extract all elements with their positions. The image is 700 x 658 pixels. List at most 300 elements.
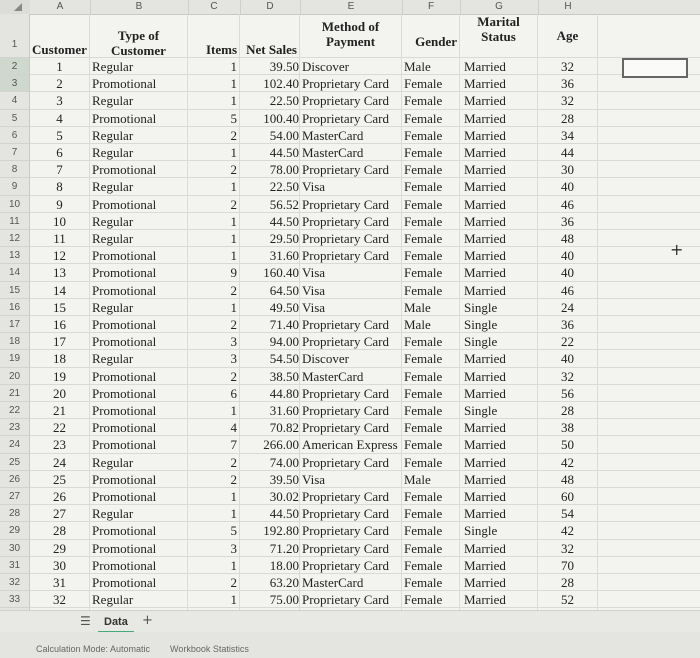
type-cell[interactable]: Promotional — [90, 574, 188, 590]
marital-status-cell[interactable]: Single — [460, 316, 538, 332]
customer-cell[interactable]: 30 — [30, 557, 90, 573]
row-header[interactable]: 24 — [0, 436, 30, 453]
row-header[interactable]: 10 — [0, 196, 30, 213]
type-cell[interactable]: Promotional — [90, 333, 188, 349]
select-all-corner[interactable] — [0, 0, 30, 14]
row-header[interactable]: 21 — [0, 385, 30, 402]
age-cell[interactable]: 34 — [538, 127, 598, 143]
marital-status-cell[interactable]: Married — [460, 196, 538, 212]
customer-cell[interactable]: 19 — [30, 368, 90, 384]
gender-cell[interactable]: Female — [402, 454, 460, 470]
age-cell[interactable]: 48 — [538, 471, 598, 487]
marital-status-cell[interactable]: Married — [460, 92, 538, 108]
items-cell[interactable]: 5 — [188, 522, 240, 538]
marital-status-cell[interactable]: Married — [460, 127, 538, 143]
marital-status-cell[interactable]: Married — [460, 540, 538, 556]
type-cell[interactable]: Regular — [90, 505, 188, 521]
gender-cell[interactable]: Female — [402, 385, 460, 401]
gender-cell[interactable]: Female — [402, 368, 460, 384]
payment-method-cell[interactable]: Proprietary Card — [300, 247, 402, 263]
customer-cell[interactable]: 5 — [30, 127, 90, 143]
marital-status-cell[interactable]: Married — [460, 247, 538, 263]
payment-method-cell[interactable]: Proprietary Card — [300, 591, 402, 607]
row-header[interactable]: 25 — [0, 454, 30, 471]
type-cell[interactable]: Regular — [90, 591, 188, 607]
marital-status-cell[interactable]: Married — [460, 282, 538, 298]
header-type-of-customer[interactable] — [90, 14, 188, 57]
items-cell[interactable]: 1 — [188, 213, 240, 229]
payment-method-cell[interactable]: MasterCard — [300, 127, 402, 143]
age-cell[interactable]: 42 — [538, 454, 598, 470]
marital-status-cell[interactable]: Single — [460, 522, 538, 538]
age-cell[interactable]: 40 — [538, 264, 598, 280]
row-header[interactable]: 13 — [0, 247, 30, 264]
customer-cell[interactable]: 2 — [30, 75, 90, 91]
gender-cell[interactable]: Female — [402, 196, 460, 212]
customer-cell[interactable]: 26 — [30, 488, 90, 504]
marital-status-cell[interactable]: Married — [460, 230, 538, 246]
marital-status-cell[interactable]: Married — [460, 419, 538, 435]
payment-method-cell[interactable]: Proprietary Card — [300, 316, 402, 332]
gender-cell[interactable]: Female — [402, 110, 460, 126]
marital-status-cell[interactable]: Married — [460, 471, 538, 487]
customer-cell[interactable]: 21 — [30, 402, 90, 418]
customer-cell[interactable]: 29 — [30, 540, 90, 556]
net-sales-cell[interactable]: 22.50 — [240, 92, 300, 108]
marital-status-cell[interactable]: Married — [460, 368, 538, 384]
age-cell[interactable]: 22 — [538, 333, 598, 349]
customer-cell[interactable]: 4 — [30, 110, 90, 126]
age-cell[interactable]: 38 — [538, 419, 598, 435]
gender-cell[interactable]: Female — [402, 402, 460, 418]
type-cell[interactable]: Promotional — [90, 282, 188, 298]
payment-method-cell[interactable]: Proprietary Card — [300, 110, 402, 126]
items-cell[interactable]: 2 — [188, 454, 240, 470]
gender-cell[interactable]: Female — [402, 333, 460, 349]
marital-status-cell[interactable]: Married — [460, 264, 538, 280]
customer-cell[interactable]: 20 — [30, 385, 90, 401]
customer-cell[interactable]: 3 — [30, 92, 90, 108]
customer-cell[interactable]: 8 — [30, 178, 90, 194]
payment-method-cell[interactable]: Proprietary Card — [300, 333, 402, 349]
row-header[interactable]: 7 — [0, 144, 30, 161]
header-net-sales[interactable]: Net Sales — [240, 14, 300, 57]
column-header-a[interactable]: A — [30, 0, 91, 14]
gender-cell[interactable]: Male — [402, 299, 460, 315]
marital-status-cell[interactable]: Married — [460, 591, 538, 607]
items-cell[interactable]: 1 — [188, 58, 240, 74]
customer-cell[interactable]: 10 — [30, 213, 90, 229]
net-sales-cell[interactable]: 71.20 — [240, 540, 300, 556]
type-cell[interactable]: Promotional — [90, 264, 188, 280]
gender-cell[interactable]: Female — [402, 505, 460, 521]
column-header-f[interactable]: F — [402, 0, 461, 14]
payment-method-cell[interactable]: Proprietary Card — [300, 488, 402, 504]
customer-cell[interactable]: 16 — [30, 316, 90, 332]
row-header[interactable]: 17 — [0, 316, 30, 333]
items-cell[interactable]: 2 — [188, 471, 240, 487]
items-cell[interactable]: 3 — [188, 540, 240, 556]
items-cell[interactable]: 3 — [188, 350, 240, 366]
payment-method-cell[interactable]: Discover — [300, 58, 402, 74]
gender-cell[interactable]: Female — [402, 127, 460, 143]
row-header[interactable]: 16 — [0, 299, 30, 316]
marital-status-cell[interactable]: Married — [460, 574, 538, 590]
gender-cell[interactable]: Female — [402, 282, 460, 298]
age-cell[interactable]: 56 — [538, 385, 598, 401]
customer-cell[interactable]: 14 — [30, 282, 90, 298]
type-cell[interactable]: Promotional — [90, 368, 188, 384]
items-cell[interactable]: 2 — [188, 368, 240, 384]
row-header[interactable]: 23 — [0, 419, 30, 436]
gender-cell[interactable]: Female — [402, 436, 460, 452]
gender-cell[interactable]: Female — [402, 540, 460, 556]
marital-status-cell[interactable]: Married — [460, 454, 538, 470]
type-cell[interactable]: Promotional — [90, 522, 188, 538]
payment-method-cell[interactable]: Proprietary Card — [300, 230, 402, 246]
row-header[interactable]: 11 — [0, 213, 30, 230]
column-header-d[interactable]: D — [240, 0, 301, 14]
payment-method-cell[interactable]: Proprietary Card — [300, 522, 402, 538]
items-cell[interactable]: 1 — [188, 230, 240, 246]
type-cell[interactable]: Regular — [90, 299, 188, 315]
customer-cell[interactable]: 15 — [30, 299, 90, 315]
items-cell[interactable]: 1 — [188, 591, 240, 607]
net-sales-cell[interactable]: 266.00 — [240, 436, 300, 452]
column-header-g[interactable]: G — [460, 0, 539, 14]
items-cell[interactable]: 1 — [188, 144, 240, 160]
age-cell[interactable]: 32 — [538, 540, 598, 556]
items-cell[interactable]: 9 — [188, 264, 240, 280]
gender-cell[interactable]: Female — [402, 591, 460, 607]
marital-status-cell[interactable]: Married — [460, 488, 538, 504]
age-cell[interactable]: 60 — [538, 488, 598, 504]
customer-cell[interactable]: 9 — [30, 196, 90, 212]
row-header[interactable]: 8 — [0, 161, 30, 178]
age-cell[interactable]: 44 — [538, 144, 598, 160]
items-cell[interactable]: 1 — [188, 402, 240, 418]
net-sales-cell[interactable]: 29.50 — [240, 230, 300, 246]
type-cell[interactable]: Promotional — [90, 419, 188, 435]
age-cell[interactable]: 28 — [538, 402, 598, 418]
gender-cell[interactable]: Female — [402, 161, 460, 177]
customer-cell[interactable]: 32 — [30, 591, 90, 607]
gender-cell[interactable]: Female — [402, 488, 460, 504]
net-sales-cell[interactable]: 44.80 — [240, 385, 300, 401]
net-sales-cell[interactable]: 56.52 — [240, 196, 300, 212]
payment-method-cell[interactable]: Proprietary Card — [300, 557, 402, 573]
row-header[interactable]: 9 — [0, 178, 30, 195]
items-cell[interactable]: 2 — [188, 574, 240, 590]
row-header[interactable]: 26 — [0, 471, 30, 488]
items-cell[interactable]: 1 — [188, 92, 240, 108]
items-cell[interactable]: 2 — [188, 127, 240, 143]
marital-status-cell[interactable]: Married — [460, 75, 538, 91]
payment-method-cell[interactable]: Proprietary Card — [300, 402, 402, 418]
customer-cell[interactable]: 6 — [30, 144, 90, 160]
row-header[interactable]: 2 — [0, 58, 30, 75]
payment-method-cell[interactable]: Proprietary Card — [300, 75, 402, 91]
gender-cell[interactable]: Female — [402, 522, 460, 538]
items-cell[interactable]: 1 — [188, 488, 240, 504]
workbook-statistics-button[interactable]: Workbook Statistics — [170, 644, 249, 654]
net-sales-cell[interactable]: 18.00 — [240, 557, 300, 573]
header-customer[interactable]: Customer — [30, 14, 90, 57]
payment-method-cell[interactable]: MasterCard — [300, 574, 402, 590]
row-header[interactable]: 30 — [0, 540, 30, 557]
age-cell[interactable]: 32 — [538, 368, 598, 384]
type-cell[interactable]: Regular — [90, 92, 188, 108]
age-cell[interactable]: 70 — [538, 557, 598, 573]
gender-cell[interactable]: Female — [402, 75, 460, 91]
header-age[interactable]: Age — [538, 14, 598, 57]
header-gender[interactable]: Gender — [402, 14, 460, 57]
customer-cell[interactable]: 22 — [30, 419, 90, 435]
age-cell[interactable]: 54 — [538, 505, 598, 521]
row-header[interactable]: 28 — [0, 505, 30, 522]
column-header-h[interactable]: H — [564, 1, 572, 12]
header-marital-status[interactable] — [460, 14, 538, 57]
age-cell[interactable]: 40 — [538, 247, 598, 263]
payment-method-cell[interactable]: Visa — [300, 471, 402, 487]
items-cell[interactable]: 2 — [188, 196, 240, 212]
type-cell[interactable]: Regular — [90, 454, 188, 470]
marital-status-cell[interactable]: Married — [460, 385, 538, 401]
gender-cell[interactable]: Female — [402, 350, 460, 366]
net-sales-cell[interactable]: 44.50 — [240, 505, 300, 521]
type-cell[interactable]: Promotional — [90, 385, 188, 401]
active-cell-selection[interactable] — [622, 58, 688, 78]
gender-cell[interactable]: Female — [402, 574, 460, 590]
type-cell[interactable]: Promotional — [90, 196, 188, 212]
payment-method-cell[interactable]: Proprietary Card — [300, 92, 402, 108]
items-cell[interactable]: 2 — [188, 316, 240, 332]
marital-status-cell[interactable]: Married — [460, 110, 538, 126]
payment-method-cell[interactable]: Proprietary Card — [300, 454, 402, 470]
customer-cell[interactable]: 7 — [30, 161, 90, 177]
customer-cell[interactable]: 12 — [30, 247, 90, 263]
customer-cell[interactable]: 24 — [30, 454, 90, 470]
net-sales-cell[interactable]: 39.50 — [240, 471, 300, 487]
type-cell[interactable]: Regular — [90, 144, 188, 160]
sheet-menu-icon[interactable]: ☰ — [80, 614, 91, 628]
age-cell[interactable]: 40 — [538, 350, 598, 366]
row-header[interactable]: 33 — [0, 591, 30, 608]
gender-cell[interactable]: Female — [402, 419, 460, 435]
marital-status-cell[interactable]: Married — [460, 350, 538, 366]
age-cell[interactable]: 40 — [538, 178, 598, 194]
payment-method-cell[interactable]: Visa — [300, 299, 402, 315]
gender-cell[interactable]: Female — [402, 557, 460, 573]
payment-method-cell[interactable]: Visa — [300, 282, 402, 298]
column-header-e[interactable]: E — [300, 0, 403, 14]
items-cell[interactable]: 4 — [188, 419, 240, 435]
row-header[interactable]: 14 — [0, 264, 30, 281]
net-sales-cell[interactable]: 75.00 — [240, 591, 300, 607]
add-sheet-icon[interactable]: + — [142, 613, 153, 628]
type-cell[interactable]: Promotional — [90, 436, 188, 452]
age-cell[interactable]: 48 — [538, 230, 598, 246]
gender-cell[interactable]: Female — [402, 178, 460, 194]
net-sales-cell[interactable]: 22.50 — [240, 178, 300, 194]
age-cell[interactable]: 50 — [538, 436, 598, 452]
marital-status-cell[interactable]: Married — [460, 557, 538, 573]
items-cell[interactable]: 2 — [188, 161, 240, 177]
age-cell[interactable]: 30 — [538, 161, 598, 177]
gender-cell[interactable]: Female — [402, 92, 460, 108]
net-sales-cell[interactable]: 78.00 — [240, 161, 300, 177]
row-header[interactable]: 31 — [0, 557, 30, 574]
customer-cell[interactable]: 28 — [30, 522, 90, 538]
items-cell[interactable]: 1 — [188, 178, 240, 194]
type-cell[interactable]: Promotional — [90, 540, 188, 556]
net-sales-cell[interactable]: 100.40 — [240, 110, 300, 126]
type-cell[interactable]: Promotional — [90, 557, 188, 573]
customer-cell[interactable]: 25 — [30, 471, 90, 487]
items-cell[interactable]: 1 — [188, 557, 240, 573]
gender-cell[interactable]: Female — [402, 144, 460, 160]
sheet-tab-data[interactable]: Data — [98, 613, 134, 633]
customer-cell[interactable]: 13 — [30, 264, 90, 280]
net-sales-cell[interactable]: 70.82 — [240, 419, 300, 435]
payment-method-cell[interactable]: Proprietary Card — [300, 213, 402, 229]
net-sales-cell[interactable]: 54.50 — [240, 350, 300, 366]
age-cell[interactable]: 32 — [538, 58, 598, 74]
payment-method-cell[interactable]: Proprietary Card — [300, 540, 402, 556]
payment-method-cell[interactable]: American Express — [300, 436, 402, 452]
marital-status-cell[interactable]: Married — [460, 178, 538, 194]
net-sales-cell[interactable]: 44.50 — [240, 213, 300, 229]
type-cell[interactable]: Promotional — [90, 471, 188, 487]
row-header[interactable]: 4 — [0, 92, 30, 109]
type-cell[interactable]: Regular — [90, 58, 188, 74]
net-sales-cell[interactable]: 94.00 — [240, 333, 300, 349]
items-cell[interactable]: 3 — [188, 333, 240, 349]
marital-status-cell[interactable]: Married — [460, 144, 538, 160]
type-cell[interactable]: Regular — [90, 178, 188, 194]
net-sales-cell[interactable]: 63.20 — [240, 574, 300, 590]
type-cell[interactable]: Promotional — [90, 75, 188, 91]
items-cell[interactable]: 1 — [188, 299, 240, 315]
net-sales-cell[interactable]: 31.60 — [240, 247, 300, 263]
header-items[interactable]: Items — [188, 14, 240, 57]
row-header[interactable]: 12 — [0, 230, 30, 247]
type-cell[interactable]: Regular — [90, 127, 188, 143]
gender-cell[interactable]: Female — [402, 247, 460, 263]
age-cell[interactable]: 32 — [538, 92, 598, 108]
row-header[interactable]: 1 — [0, 14, 30, 58]
age-cell[interactable]: 36 — [538, 213, 598, 229]
net-sales-cell[interactable]: 192.80 — [240, 522, 300, 538]
age-cell[interactable]: 46 — [538, 196, 598, 212]
net-sales-cell[interactable]: 74.00 — [240, 454, 300, 470]
marital-status-cell[interactable]: Single — [460, 333, 538, 349]
gender-cell[interactable]: Male — [402, 471, 460, 487]
net-sales-cell[interactable]: 44.50 — [240, 144, 300, 160]
net-sales-cell[interactable]: 30.02 — [240, 488, 300, 504]
row-header[interactable]: 6 — [0, 127, 30, 144]
net-sales-cell[interactable]: 31.60 — [240, 402, 300, 418]
age-cell[interactable]: 36 — [538, 75, 598, 91]
net-sales-cell[interactable]: 102.40 — [240, 75, 300, 91]
row-header[interactable]: 20 — [0, 368, 30, 385]
net-sales-cell[interactable]: 39.50 — [240, 58, 300, 74]
gender-cell[interactable]: Male — [402, 58, 460, 74]
type-cell[interactable]: Promotional — [90, 247, 188, 263]
items-cell[interactable]: 1 — [188, 75, 240, 91]
row-header[interactable]: 22 — [0, 402, 30, 419]
type-cell[interactable]: Promotional — [90, 110, 188, 126]
age-cell[interactable]: 52 — [538, 591, 598, 607]
row-header[interactable]: 19 — [0, 350, 30, 367]
gender-cell[interactable]: Female — [402, 230, 460, 246]
payment-method-cell[interactable]: Proprietary Card — [300, 385, 402, 401]
customer-cell[interactable]: 31 — [30, 574, 90, 590]
row-header[interactable]: 29 — [0, 522, 30, 539]
age-cell[interactable]: 46 — [538, 282, 598, 298]
type-cell[interactable]: Regular — [90, 213, 188, 229]
items-cell[interactable]: 1 — [188, 247, 240, 263]
customer-cell[interactable]: 17 — [30, 333, 90, 349]
gender-cell[interactable]: Female — [402, 264, 460, 280]
net-sales-cell[interactable]: 71.40 — [240, 316, 300, 332]
type-cell[interactable]: Promotional — [90, 488, 188, 504]
payment-method-cell[interactable]: Proprietary Card — [300, 161, 402, 177]
net-sales-cell[interactable]: 64.50 — [240, 282, 300, 298]
row-header[interactable]: 15 — [0, 282, 30, 299]
age-cell[interactable]: 28 — [538, 574, 598, 590]
net-sales-cell[interactable]: 160.40 — [240, 264, 300, 280]
type-cell[interactable]: Regular — [90, 350, 188, 366]
marital-status-cell[interactable]: Single — [460, 299, 538, 315]
customer-cell[interactable]: 11 — [30, 230, 90, 246]
customer-cell[interactable]: 18 — [30, 350, 90, 366]
row-header[interactable]: 18 — [0, 333, 30, 350]
net-sales-cell[interactable]: 38.50 — [240, 368, 300, 384]
payment-method-cell[interactable]: MasterCard — [300, 144, 402, 160]
items-cell[interactable]: 6 — [188, 385, 240, 401]
marital-status-cell[interactable]: Married — [460, 58, 538, 74]
items-cell[interactable]: 7 — [188, 436, 240, 452]
marital-status-cell[interactable]: Married — [460, 161, 538, 177]
net-sales-cell[interactable]: 54.00 — [240, 127, 300, 143]
gender-cell[interactable]: Female — [402, 213, 460, 229]
marital-status-cell[interactable]: Married — [460, 213, 538, 229]
payment-method-cell[interactable]: Visa — [300, 178, 402, 194]
payment-method-cell[interactable]: Discover — [300, 350, 402, 366]
type-cell[interactable]: Promotional — [90, 402, 188, 418]
net-sales-cell[interactable]: 49.50 — [240, 299, 300, 315]
type-cell[interactable]: Regular — [90, 230, 188, 246]
payment-method-cell[interactable]: MasterCard — [300, 368, 402, 384]
row-header[interactable]: 32 — [0, 574, 30, 591]
type-cell[interactable]: Promotional — [90, 161, 188, 177]
customer-cell[interactable]: 27 — [30, 505, 90, 521]
row-header[interactable]: 27 — [0, 488, 30, 505]
header-method-of-payment[interactable] — [300, 14, 402, 57]
column-header-c[interactable]: C — [188, 0, 241, 14]
age-cell[interactable]: 42 — [538, 522, 598, 538]
payment-method-cell[interactable]: Proprietary Card — [300, 505, 402, 521]
calculation-mode-status[interactable]: Calculation Mode: Automatic — [36, 644, 151, 654]
customer-cell[interactable]: 1 — [30, 58, 90, 74]
payment-method-cell[interactable]: Visa — [300, 264, 402, 280]
payment-method-cell[interactable]: Proprietary Card — [300, 419, 402, 435]
marital-status-cell[interactable]: Single — [460, 402, 538, 418]
age-cell[interactable]: 36 — [538, 316, 598, 332]
payment-method-cell[interactable]: Proprietary Card — [300, 196, 402, 212]
gender-cell[interactable]: Male — [402, 316, 460, 332]
